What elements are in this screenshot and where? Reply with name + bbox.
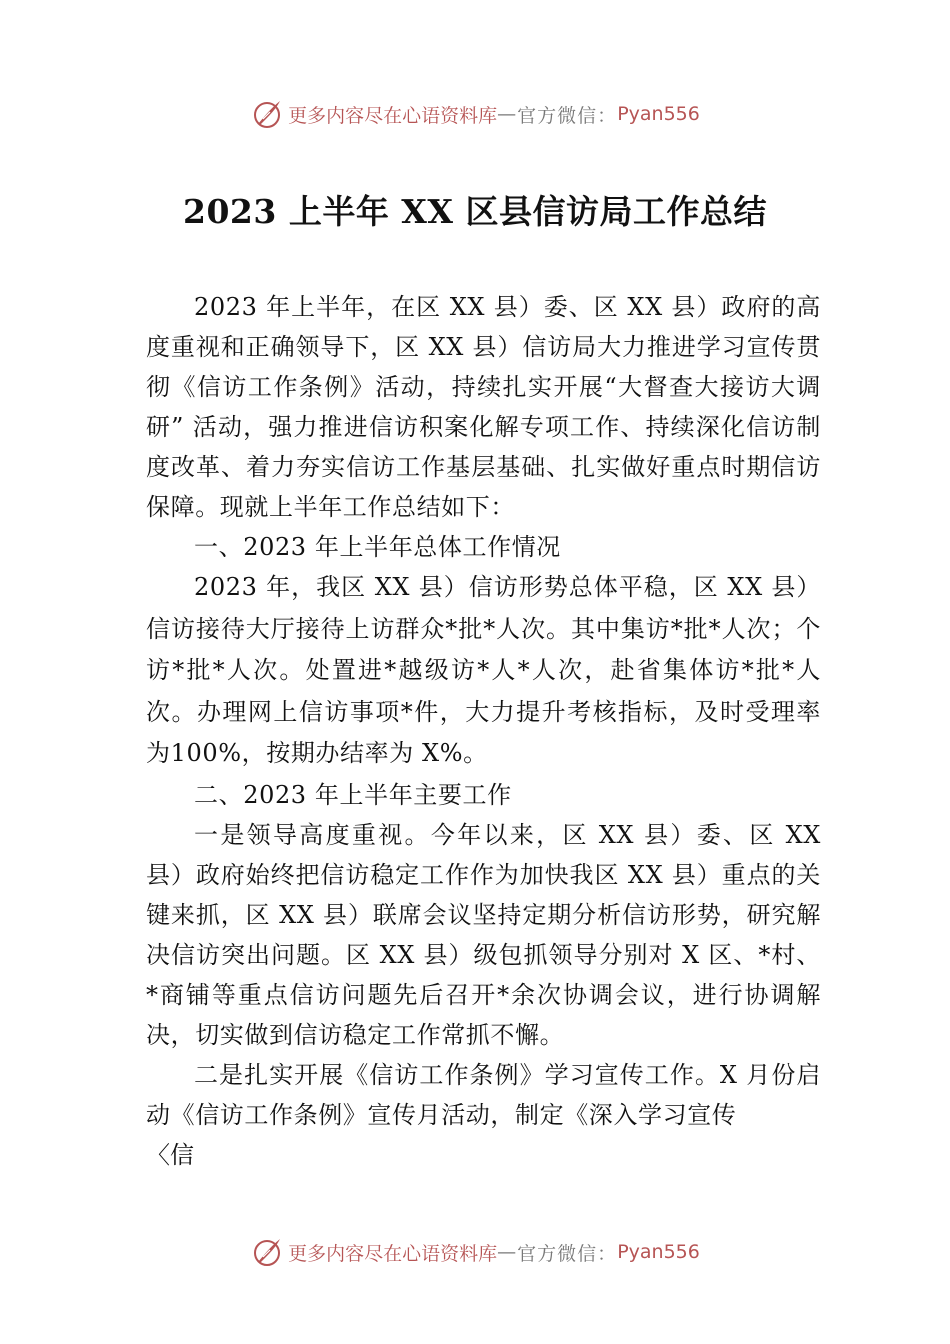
document-title: 2023 上半年 XX 区县信访局工作总结 <box>182 192 768 231</box>
watermark-wechat-id: Pyan556 <box>617 103 700 125</box>
paragraph-regulations: 二是扎实开展《信访工作条例》学习宣传工作。X 月份启动《信访工作条例》宣传月活动，制定《深入学习宣传 <box>146 1060 821 1129</box>
paragraph-leadership: 一是领导高度重视。今年以来，区 XX 县）委、区 XX 县）政府始终把信访稳定工作作为加快我区 XX 县）重点的关键来抓，区 XX 县）联席会议坚持定期分析信访形势，研究解决信访突出问题。区 XX 县）级包抓领导分别对 X 区、*村、*商铺等重点信访问题先后召开*余次协调会议，进行协调解决，切实做到信访稳定工作常抓不懈。 <box>146 820 821 1049</box>
watermark-brand: 更多内容尽在心语资料库 <box>288 1242 498 1265</box>
document-body <box>146 287 821 1175</box>
quill-logo-icon <box>250 97 284 131</box>
paragraph-overview: 2023 年，我区 XX 县）信访形势总体平稳，区 XX 县）信访接待大厅接待上访群众*批*人次。其中集访*批*人次；个访*批*人次。处置进*越级访*人*人次，赴省集体访*批*人次。办理网上信访事项*件，大力提升考核指标，及时受理率为100%，按期办结率为 X%。 <box>146 573 821 767</box>
paragraph-intro: 2023 年上半年，在区 XX 县）委、区 XX 县）政府的高度重视和正确领导下，区 XX 县）信访局大力推进学习宣传贯彻《信访工作条例》活动，持续扎实开展“大督查大接访大调研” 活动，强力推进信访积案化解专项工作、持续深化信访制度改革、着力夯实信访工作基层基础、扎实做好重点时期信访保障。现就上半年工作总结如下： <box>146 293 821 521</box>
heading-section-2: 二、2023 年上半年主要工作 <box>194 780 512 809</box>
watermark-brand: 更多内容尽在心语资料库 <box>288 104 498 127</box>
quill-logo-icon <box>250 1235 284 1269</box>
watermark-wechat-id: Pyan556 <box>617 1241 700 1263</box>
watermark-dash: — <box>497 103 518 125</box>
watermark-footer <box>0 1232 950 1272</box>
watermark-header <box>0 94 950 134</box>
watermark-label: 官方微信： <box>517 1242 618 1265</box>
watermark-dash: — <box>497 1241 518 1263</box>
watermark-label: 官方微信： <box>517 104 618 127</box>
paragraph-fragment: 〈信 <box>146 1140 194 1169</box>
heading-section-1: 一、2023 年上半年总体工作情况 <box>194 533 561 561</box>
